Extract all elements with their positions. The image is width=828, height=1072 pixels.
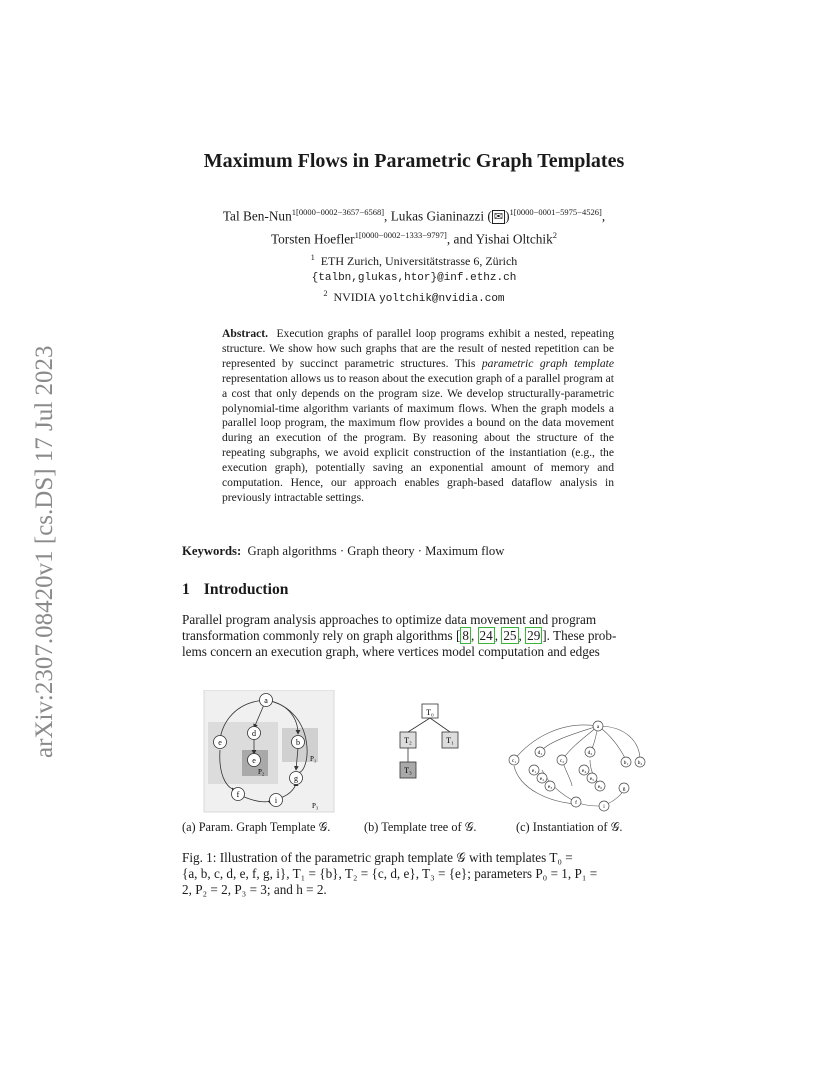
node-label: e₅ (589, 776, 595, 782)
section-title: Introduction (203, 581, 289, 598)
param-label: P₃ (312, 802, 319, 810)
node-label: d₂ (587, 750, 593, 756)
keywords-text: Graph algorithms · Graph theory · Maximum flow (247, 544, 505, 558)
text-line: Parallel program analysis approaches to optimize data movement and program (182, 612, 597, 627)
subcaption-b: (b) Template tree of 𝒢. (364, 820, 477, 834)
text-line: transformation commonly rely on graph algorithms [ 8 , 24 , 25 , 29 ]. These prob- (182, 628, 617, 643)
node-label: e₆ (597, 784, 603, 790)
envelope-icon[interactable]: ✉ (493, 211, 504, 224)
paren: ) (505, 208, 510, 224)
citation-link[interactable]: 29 (527, 628, 541, 643)
affiliation-2 (0, 286, 828, 307)
email[interactable]: yoltchik@nvidia.com (379, 293, 505, 305)
paper-title: Maximum Flows in Parametric Graph Templates (203, 150, 625, 172)
node-label: a (596, 724, 600, 730)
node-label: c₂ (559, 758, 565, 764)
caption-line: 2, P₂ = 2, P₃ = 3; and h = 2. (182, 882, 327, 897)
node-label: d₁ (537, 750, 543, 756)
citation-link[interactable]: 24 (479, 628, 493, 643)
tree-label: T₂ (404, 736, 412, 745)
author-line-2 (120, 226, 708, 248)
panel-a-graph-template (204, 690, 334, 812)
subcaption-c: (c) Instantiation of 𝒢. (516, 820, 623, 834)
figure-caption (182, 850, 650, 898)
affiliation-text: ETH Zurich, Universitätstrasse 6, Zürich (320, 254, 518, 268)
author-name: Tal Ben-Nun (222, 208, 292, 224)
node-label: e₃ (547, 784, 553, 790)
affil-marker: 2 (552, 230, 558, 241)
orcid: 1[0000−0002−3657−6568] (291, 207, 385, 217)
panel-b-template-tree (400, 704, 458, 778)
abstract (222, 327, 614, 506)
affiliation-text: NVIDIA (333, 290, 377, 304)
node-label: i (603, 804, 605, 810)
author-name: Torsten Hoefler (270, 231, 355, 247)
keywords-label: Keywords: (182, 544, 242, 558)
node-label: c₁ (511, 758, 517, 764)
caption-line: Fig. 1: Illustration of the parametric graph template 𝒢 with templates T₀ = (182, 850, 573, 865)
node-label: e (252, 756, 256, 765)
affil-marker: 1 (310, 253, 315, 262)
affiliations (0, 250, 828, 307)
node-label: d (252, 729, 256, 738)
node-label: f (236, 790, 240, 799)
author-name: Lukas Gianinazzi ( (390, 208, 492, 224)
tree-label: T₀ (426, 708, 434, 717)
separator: , (601, 208, 606, 224)
intro-paragraph (182, 612, 650, 660)
separator: , (384, 208, 391, 224)
author-name: Yishai Oltchik (475, 231, 553, 247)
param-label: P₂ (258, 768, 265, 776)
citation-link[interactable]: 25 (503, 628, 517, 643)
abstract-text: Execution graphs of parallel loop programs exhibit a nested, repeating structure. We show how such graphs that are the result of nested repetition can be represented by succinct parametric structures. This (222, 327, 614, 370)
node-label: f (575, 800, 577, 806)
affil-marker: 2 (323, 289, 328, 298)
text-line: lems concern an execution graph, where vertices model computation and edges (182, 644, 600, 659)
node-label: i (274, 796, 278, 805)
node-label: g (622, 786, 626, 792)
affiliation-1-email (0, 269, 828, 286)
node-label: b₂ (637, 760, 643, 766)
section-heading (182, 581, 288, 599)
orcid: 1[0000−0001−5975−4526] (509, 207, 602, 217)
node-label: a (264, 696, 268, 705)
keywords (182, 544, 504, 559)
author-list (120, 203, 708, 249)
param-label: P₁ (310, 755, 317, 763)
citation-link[interactable]: 8 (462, 628, 469, 643)
abstract-text: representation allows us to reason about the execution graph of a parallel program at a cost that only depends on the program size. We develop structurally-parametric polynomial-time algorithm variants of maximum flows. When the graph models a parallel loop program, the maximum flow provides a bound on the data movement during an execution of the program. By reasoning about the structure of the repeating subgraphs, we avoid explicit construction of the instantiation (e.g., the execution graph), potentially saving an exponential amount of memory and computation. Hence, our approach enables graph-based dataflow analysis in previously intractable settings. (222, 371, 614, 504)
tree-label: T₃ (404, 766, 412, 775)
text-span: transformation commonly rely on graph algorithms [ (182, 628, 461, 643)
node-label: e₄ (581, 768, 587, 774)
node-label: g (294, 774, 298, 783)
tree-label: T₁ (446, 736, 454, 745)
panel-c-instantiation (509, 721, 645, 811)
node-label: b (296, 738, 300, 747)
node-label: e₁ (531, 768, 537, 774)
abstract-emphasis: parametric graph template (481, 356, 614, 370)
affiliation-1 (0, 250, 828, 269)
figure-1 (200, 690, 660, 815)
text-span: ]. These prob- (542, 628, 617, 643)
orcid: 1[0000−0002−1333−9797] (354, 230, 447, 241)
node-label: e₂ (539, 776, 545, 782)
node-label: e (218, 738, 222, 747)
abstract-label: Abstract. (222, 327, 269, 340)
author-line-1 (120, 203, 708, 226)
email[interactable]: {talbn,glukas,htor}@inf.ethz.ch (311, 272, 517, 284)
subcaption-a: (a) Param. Graph Template 𝒢. (182, 820, 331, 834)
arxiv-side-stamp (14, 300, 64, 760)
section-number: 1 (182, 581, 190, 598)
caption-line: {a, b, c, d, e, f, g, i}, T₁ = {b}, T₂ = {c, d, e}, T₃ = {e}; parameters P₀ = 1, P₁ = (182, 866, 598, 881)
separator: , and (446, 231, 476, 247)
arxiv-stamp-text: arXiv:2307.08420v1 [cs.DS] 17 Jul 2023 (31, 345, 58, 758)
node-label: b₁ (623, 760, 629, 766)
